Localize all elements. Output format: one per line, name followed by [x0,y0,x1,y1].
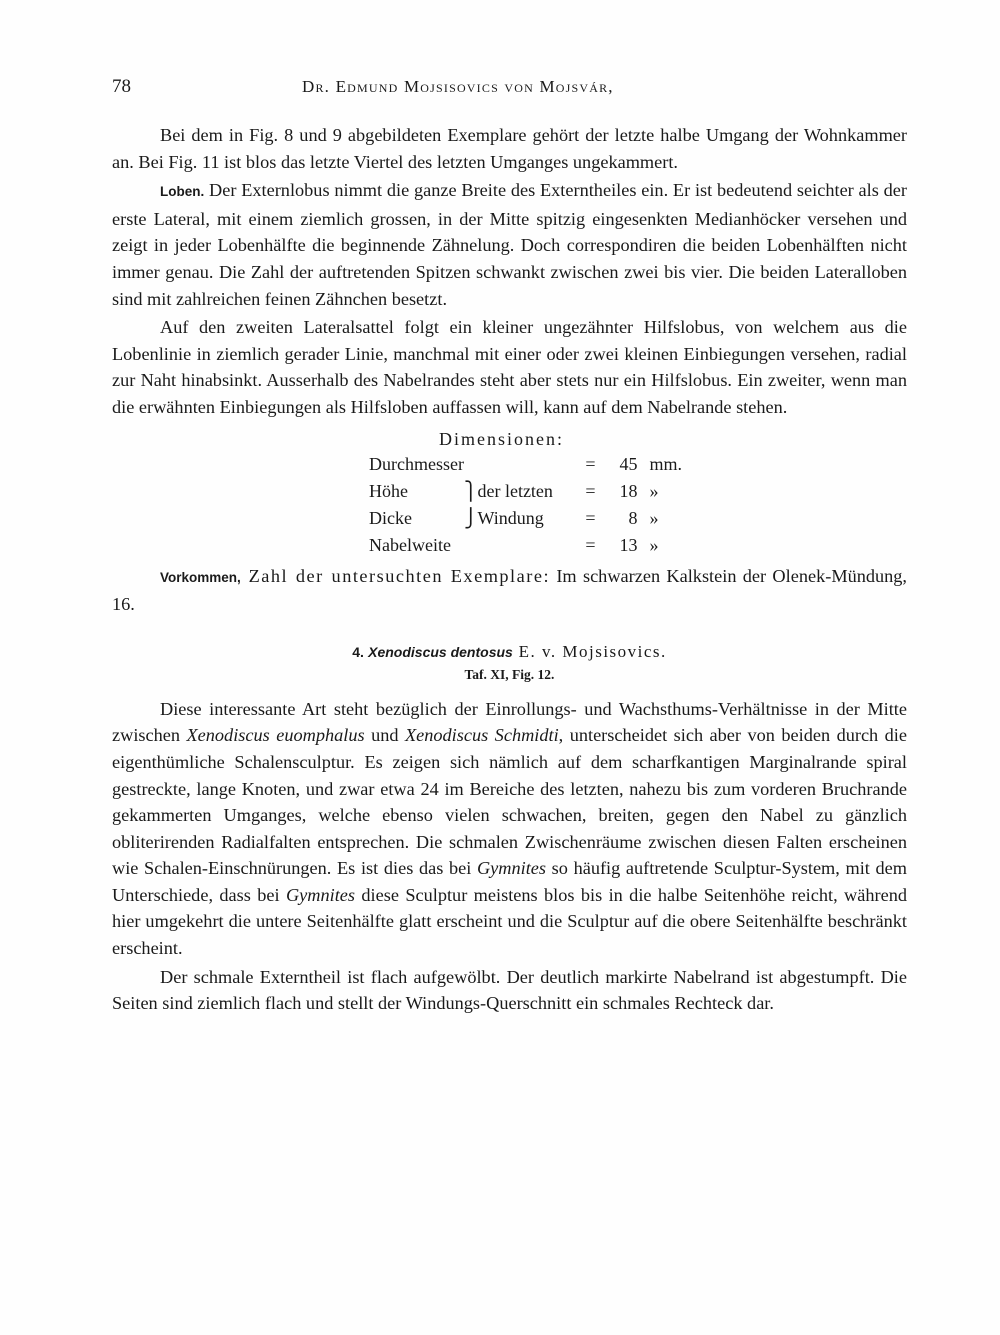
dimension-unit: mm. [649,453,682,474]
description-text: so häufig auftretende Sculptur-System, mit dem Unterschiede, dass bei [112,858,907,905]
dimension-value: 18 [619,480,638,501]
dimension-row [369,505,693,532]
dimension-row [369,451,693,478]
description-text: und [364,725,405,746]
description-text: Diese interessante Art steht bezüglich der Einrollungs- und Wachsthums-Verhältnisse in der Mitte zwischen [112,698,907,746]
dimension-unit: » [649,507,659,528]
page-number: 78 [112,76,131,97]
loben-text: Der Externlobus nimmt die ganze Breite des Externtheiles ein. Er ist bedeutend seichter als der erste Lateral, mit einem ziemlich grossen, in der Mitte spitzig eingesenkten Medianhöcker versehen und zeigt in jeder Lobenhälfte die beginnende Zähnelung. Doch correspondiren die beiden Lobenhälften nicht immer genau. Die Zahl der auftretenden Spitzen schwankt zwischen zwei bis vier. Die beiden Lateralloben sind mit zahlreichen feinen Zähnchen besetzt. [112,180,907,309]
dimension-qualifier: Windung [477,507,544,528]
section-label-vorkommen: Vorkommen, [160,569,241,585]
dimension-brace [464,532,478,559]
dimension-brace: ⎭ [463,507,478,528]
dimension-label: Nabelweite [369,534,451,555]
paragraph-hilfslobus: Auf den zweiten Lateralsattel folgt ein kleiner ungezähnter Hilfslobus, von welchem aus die Lobenlinie in ziemlich gerader Linie, manchmal mit einer oder zwei kleinen Einbiegungen versehen, radial zur Naht hinabsinkt. Ausserhalb des Nabelrandes steht aber stets nur ein Hilfslobus. Ein zweiter, wenn man die erwähnten Einbiegungen als Hilfsloben auffassen will, kann auf dem Nabelrande stehen. [112,317,907,417]
dimension-brace: ⎫ [463,480,478,501]
plate-reference: Taf. XI, Fig. 12. [464,666,555,682]
paragraph-description [112,696,907,962]
dimension-label: Durchmesser [369,453,464,474]
species-name: Xenodiscus dentosus [368,643,513,660]
dimension-row [369,532,693,559]
species-author: E. v. Mojsisovics. [512,641,667,661]
description-text: , unterscheidet sich aber von beiden durch die eigenthümliche Schalensculptur. Es zeigen sich nämlich auf dem scharfkantigen Marginalrande spiral gestreckte, lange Knoten, und zwar etwa 24 im Bereiche des letzten, nahezu bis zum vorderen Bruchrande gekammerten Umganges, welche ebenso vielen schwachen, breiten, gegen den Nabel zu gänzlich obliterirenden Radialfalten entsprechen. Die schmalen Zwischenräume zwischen diesen Falten erscheinen wie Schalen-Einschnürungen. Es ist dies das bei [112,725,907,879]
paragraph-vorkommen [112,563,907,618]
paragraph-loben [112,177,907,312]
description-text: diese Sculptur meistens blos bis in die halbe Seitenhöhe reicht, während hier umgekehrt die untere Seitenhälfte glatt erscheint und die Sculptur auf die obere Seitenhälfte beschränkt erscheint. [112,884,907,959]
dimension-equals: = [585,480,596,501]
dimension-equals: = [585,534,596,555]
dimensions-table [369,451,693,559]
section-label-loben: Loben. [160,184,205,200]
dimension-label: Höhe [369,480,408,501]
dimension-qualifier [477,451,573,478]
dimension-brace [464,451,478,478]
taxon-name: Xenodiscus euomphalus [186,725,365,746]
dimension-qualifier [477,532,573,559]
dimension-equals: = [585,453,596,474]
dimensions-title: Dimensionen: [439,428,564,449]
dimension-unit: » [649,534,659,555]
vorkommen-text: Im schwarzen Kalkstein der Olenek-Mündung, 16. [112,565,907,615]
paragraph-wohnkammer: Bei dem in Fig. 8 und 9 abgebildeten Exemplare gehört der letzte halbe Umgang der Wohnkammer an. Bei Fig. 11 ist blos das letzte Viertel des letzten Umganges ungekammert. [112,125,907,172]
dimension-qualifier: der letzten [477,480,553,501]
taxon-name: Gymnites [285,884,356,905]
taxon-name: Xenodiscus Schmidti [404,725,559,746]
paragraph-externtheil: Der schmale Externtheil ist flach aufgewölbt. Der deutlich markirte Nabelrand ist abgestumpft. Die Seiten sind ziemlich flach und stellt der Windungs-Querschnitt ein schmales Rechteck dar. [112,966,907,1014]
vorkommen-spaced-text: Zahl der untersuchten Exemplare: [240,565,551,586]
species-number: 4. [352,643,364,660]
dimension-unit: » [649,480,659,501]
dimension-value: 45 [619,453,638,474]
dimension-equals: = [585,507,596,528]
page-header [112,76,910,102]
dimension-value: 8 [628,507,638,528]
dimension-value: 13 [619,534,638,555]
taxon-name: Gymnites [476,858,547,879]
species-heading [112,640,907,664]
dimensions-block [112,429,907,559]
dimension-row [369,478,693,505]
running-head: Dr. Edmund Mojsisovics von Mojsvár, [302,77,614,96]
page-body [112,122,907,1017]
dimension-label: Dicke [369,507,412,528]
